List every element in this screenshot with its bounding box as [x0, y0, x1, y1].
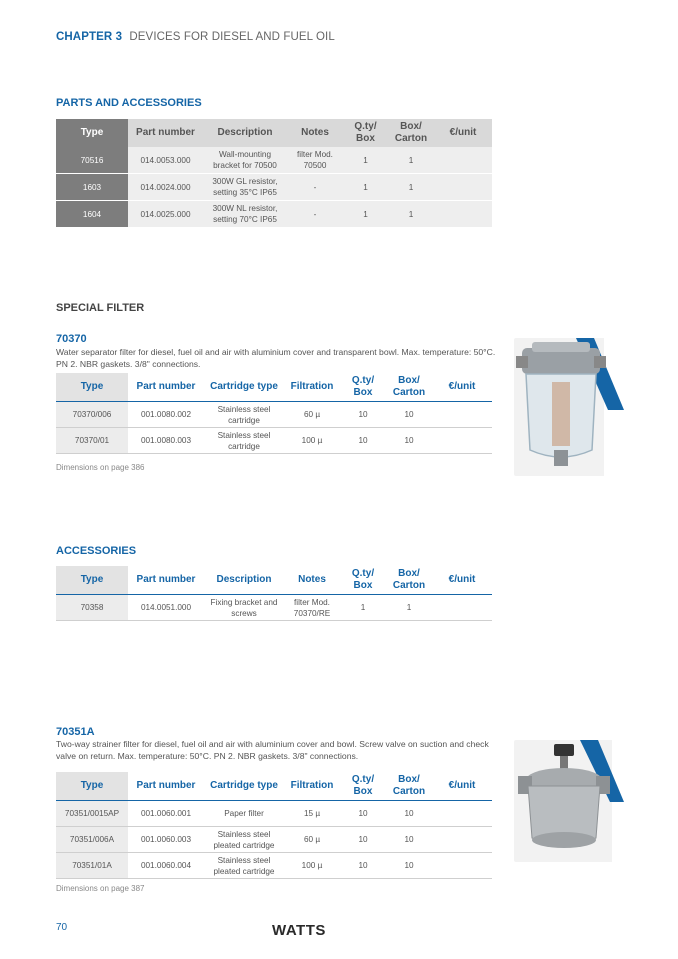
table-cell: Stainless steel cartridge — [204, 402, 284, 428]
table-cell: 001.0060.001 — [128, 801, 204, 827]
strainer-filter-table — [56, 772, 492, 879]
column-header: Q.ty/ Box — [340, 373, 386, 402]
column-header: Q.ty/ Box — [340, 566, 386, 595]
table-cell: Wall-mounting bracket for 70500 — [203, 147, 287, 174]
column-header: €/unit — [432, 373, 492, 402]
table-cell: 60 µ — [284, 402, 340, 428]
strainer-filter-code: 70351A — [56, 726, 95, 738]
table-cell: 70516 — [56, 147, 128, 174]
table-cell: 014.0053.000 — [128, 147, 203, 174]
table-cell — [432, 853, 492, 879]
table-cell: 60 µ — [284, 827, 340, 853]
column-header: €/unit — [432, 772, 492, 801]
table-cell: Stainless steel pleated cartridge — [204, 853, 284, 879]
table-cell: 10 — [340, 853, 386, 879]
special-filter-dimensions-note: Dimensions on page 386 — [56, 463, 145, 472]
column-header: Box/ Carton — [386, 772, 432, 801]
column-header: Part number — [128, 373, 204, 402]
special-filter-description: Water separator filter for diesel, fuel oil and air with aluminium cover and transparent bowl. Max. temperature: 50°C. PN 2. NBR gaskets. 3/8" connections. — [56, 347, 496, 369]
table-cell: - — [287, 201, 343, 228]
table-cell: 001.0060.004 — [128, 853, 204, 879]
table-cell — [432, 595, 492, 621]
table-cell: 001.0080.002 — [128, 402, 204, 428]
chapter-header — [56, 31, 335, 43]
table-cell: 014.0024.000 — [128, 174, 203, 201]
table-cell — [432, 428, 492, 454]
special-filter-code: 70370 — [56, 333, 87, 345]
strainer-filter-image — [514, 740, 624, 862]
table-cell: 1 — [343, 174, 388, 201]
table-cell — [434, 174, 492, 201]
column-header: Type — [56, 566, 128, 595]
table-cell: 1 — [343, 147, 388, 174]
table-cell: 70370/01 — [56, 428, 128, 454]
column-header: Box/ Carton — [388, 119, 434, 147]
watts-logo-text: WATTS — [272, 922, 326, 939]
table-row — [56, 201, 492, 228]
table-row — [56, 827, 492, 853]
table-cell: 1 — [340, 595, 386, 621]
table-cell: 10 — [340, 827, 386, 853]
table-cell: 1 — [388, 174, 434, 201]
column-header: €/unit — [434, 119, 492, 147]
table-row — [56, 174, 492, 201]
table-row — [56, 853, 492, 879]
table-header-row — [56, 119, 492, 147]
table-cell: 1603 — [56, 174, 128, 201]
column-header: Box/ Carton — [386, 566, 432, 595]
table-cell: 1 — [343, 201, 388, 228]
water-separator-filter-image — [514, 338, 624, 476]
column-header: Description — [204, 566, 284, 595]
table-cell: 100 µ — [284, 428, 340, 454]
column-header: Part number — [128, 566, 204, 595]
table-cell: filter Mod. 70370/RE — [284, 595, 340, 621]
strainer-filter-description: Two-way strainer filter for diesel, fuel oil and air with aluminium cover and bowl. Screw valve on suction and check valve on return. Max. temperature: 50°C. PN 2. NBR gaskets. 3/8" connections. — [56, 739, 489, 761]
table-cell: 300W GL resistor, setting 35°C IP65 — [203, 174, 287, 201]
table-cell: 001.0060.003 — [128, 827, 204, 853]
parts-heading: PARTS AND ACCESSORIES — [56, 97, 202, 109]
table-cell: 10 — [340, 402, 386, 428]
table-cell: 001.0080.003 — [128, 428, 204, 454]
table-cell: 014.0051.000 — [128, 595, 204, 621]
special-filter-heading: SPECIAL FILTER — [56, 302, 145, 314]
table-cell: 70351/0015AP — [56, 801, 128, 827]
table-row — [56, 428, 492, 454]
table-cell — [432, 801, 492, 827]
table-cell: 70351/006A — [56, 827, 128, 853]
table-cell: 70351/01A — [56, 853, 128, 879]
column-header: Notes — [287, 119, 343, 147]
special-filter-table — [56, 373, 492, 454]
table-cell: 70370/006 — [56, 402, 128, 428]
table-cell: 10 — [386, 827, 432, 853]
table-header-row — [56, 772, 492, 801]
column-header: Cartridge type — [204, 772, 284, 801]
table-row — [56, 801, 492, 827]
table-cell — [432, 402, 492, 428]
table-cell: 10 — [386, 801, 432, 827]
table-cell: - — [287, 174, 343, 201]
column-header: Q.ty/ Box — [343, 119, 388, 147]
column-header: Part number — [128, 772, 204, 801]
table-cell: 1 — [386, 595, 432, 621]
column-header: Filtration — [284, 772, 340, 801]
table-cell: 15 µ — [284, 801, 340, 827]
table-header-row — [56, 566, 492, 595]
table-cell: 1604 — [56, 201, 128, 228]
column-header: Description — [203, 119, 287, 147]
table-cell: Fixing bracket and screws — [204, 595, 284, 621]
chapter-number: CHAPTER 3 — [56, 31, 123, 43]
parts-table — [56, 119, 492, 228]
table-cell: Stainless steel cartridge — [204, 428, 284, 454]
table-cell: 1 — [388, 147, 434, 174]
table-cell: 300W NL resistor, setting 70°C IP65 — [203, 201, 287, 228]
table-cell: Paper filter — [204, 801, 284, 827]
chapter-title: DEVICES FOR DIESEL AND FUEL OIL — [129, 31, 335, 43]
table-cell: 014.0025.000 — [128, 201, 203, 228]
column-header: €/unit — [432, 566, 492, 595]
column-header: Type — [56, 119, 128, 147]
table-cell: 10 — [340, 801, 386, 827]
column-header: Type — [56, 373, 128, 402]
accessories-table — [56, 566, 492, 621]
watts-logo — [272, 920, 358, 940]
table-cell: 100 µ — [284, 853, 340, 879]
table-cell: 10 — [386, 402, 432, 428]
column-header: Box/ Carton — [386, 373, 432, 402]
table-header-row — [56, 373, 492, 402]
table-cell: 10 — [386, 428, 432, 454]
table-cell: 1 — [388, 201, 434, 228]
table-row — [56, 595, 492, 621]
table-cell — [432, 827, 492, 853]
accessories-heading: ACCESSORIES — [56, 545, 137, 557]
column-header: Q.ty/ Box — [340, 772, 386, 801]
table-cell: 10 — [340, 428, 386, 454]
table-cell — [434, 147, 492, 174]
column-header: Cartridge type — [204, 373, 284, 402]
table-row — [56, 402, 492, 428]
column-header: Notes — [284, 566, 340, 595]
table-cell: 70358 — [56, 595, 128, 621]
table-cell: filter Mod. 70500 — [287, 147, 343, 174]
page-number: 70 — [56, 922, 68, 933]
table-row — [56, 147, 492, 174]
column-header: Filtration — [284, 373, 340, 402]
column-header: Part number — [128, 119, 203, 147]
column-header: Type — [56, 772, 128, 801]
strainer-filter-dimensions-note: Dimensions on page 387 — [56, 884, 145, 893]
table-cell: 10 — [386, 853, 432, 879]
table-cell: Stainless steel pleated cartridge — [204, 827, 284, 853]
table-cell — [434, 201, 492, 228]
